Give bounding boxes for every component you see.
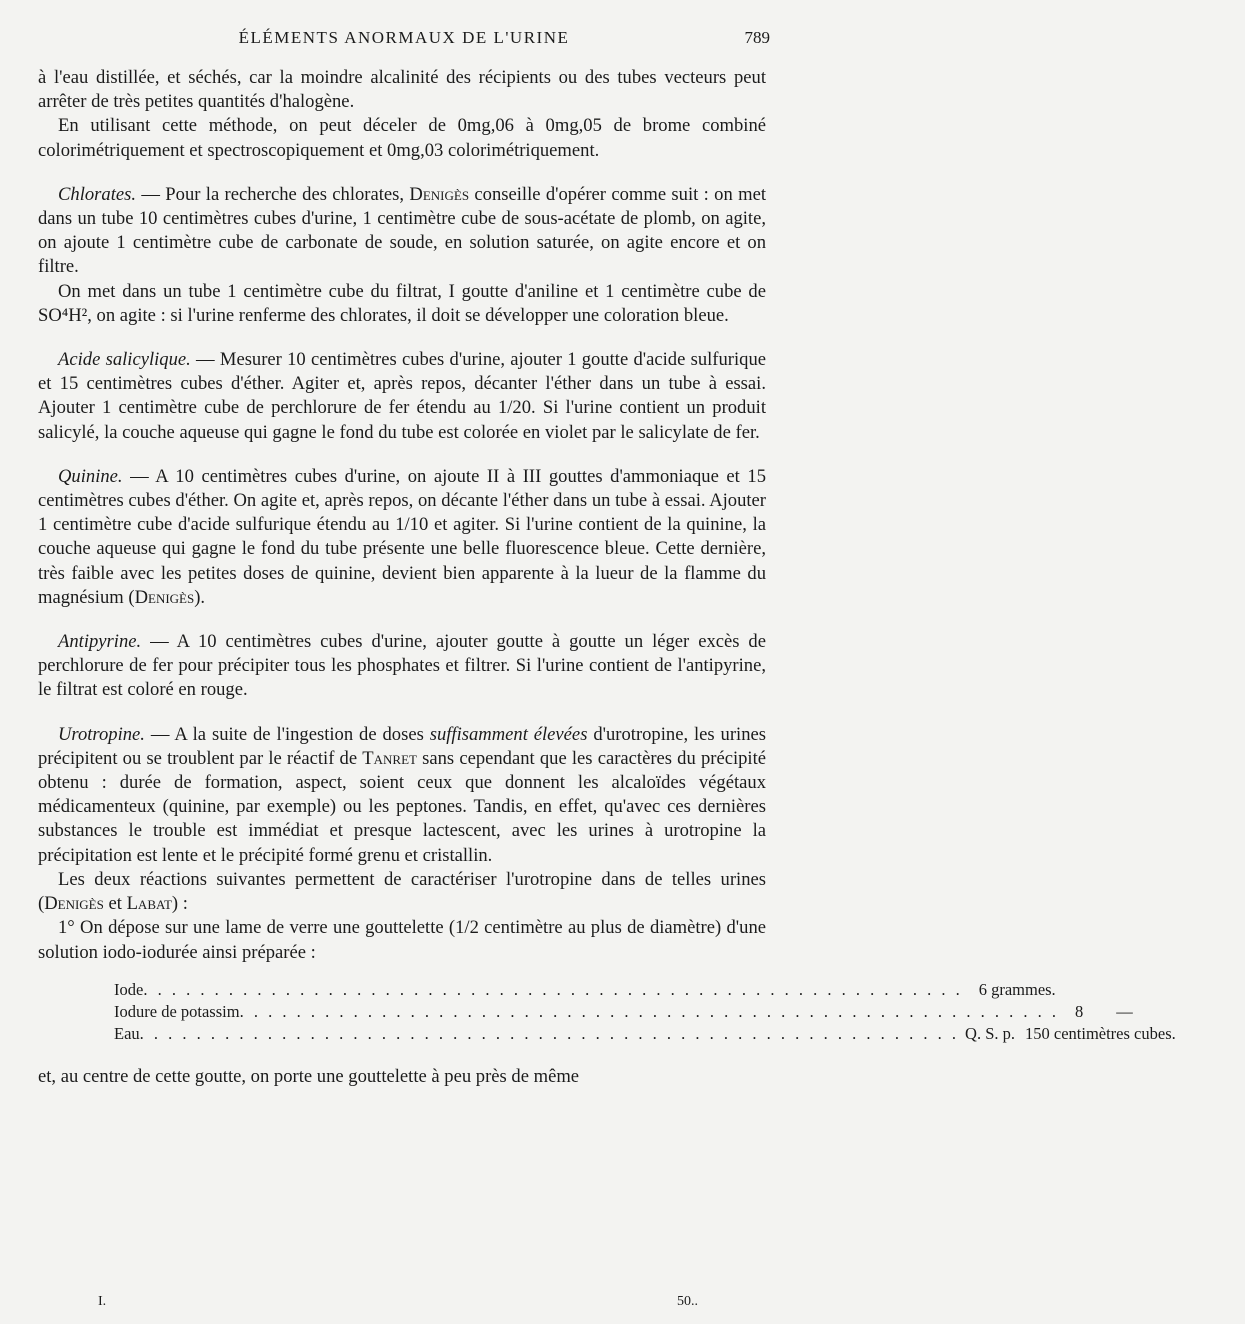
recipe-value: 150 centimètres cubes.	[1025, 1023, 1176, 1043]
signature-mark-right: 50..	[677, 1294, 698, 1309]
recipe-row	[114, 1001, 1133, 1023]
page-body	[38, 66, 1176, 1089]
dot-leader: . . . . . . . . . . . . . . . . . . . . . . . . . . . . . . . . . . . . . . . . . . . . . . . . . . . . . . . . . .	[239, 1001, 1059, 1021]
paragraph-brome: En utilisant cette méthode, on peut déceler de 0mg,06 à 0mg,05 de brome combiné colorimétriquement et spectroscopiquement et 0mg,03 colorimétriquement.	[38, 115, 766, 161]
author-deniges: Denigès	[44, 893, 104, 915]
paragraph-reactions: Les deux réactions suivantes permettent de caractériser l'urotropine dans de telles urines (Denigès et Labat) :	[38, 868, 766, 915]
paragraph-step-1: 1° On dépose sur une lame de verre une gouttelette (1/2 centimètre au plus de diamètre) d'une solution iodo-iodurée ainsi préparée :	[38, 917, 766, 963]
author-tanret: Tanret	[362, 747, 417, 769]
running-title: ÉLÉMENTS ANORMAUX DE L'URINE	[238, 28, 570, 47]
page-number: 789	[744, 28, 770, 47]
recipe-label: Iode	[114, 979, 144, 999]
author-deniges: Denigès	[134, 586, 195, 608]
heading-quinine: Quinine.	[58, 465, 123, 487]
dot-leader: . . . . . . . . . . . . . . . . . . . . . . . . . . . . . . . . . . . . . . . . . . . . . . . . . . . . . . . . . .	[139, 1023, 960, 1043]
heading-urotropine: Urotropine.	[58, 723, 145, 745]
paragraph-quinine: Quinine. — A 10 centimètres cubes d'urine, on ajoute II à III gouttes d'ammoniaque et 15 centimètres cubes d'éther. On agite et, après repos, on décante l'éther dans un tube à essai. Ajouter 1 centimètre cube d'acide sulfurique étendu au 1/10 et agiter. Si l'urine contient de la quinine, la couche aqueuse qui gagne le fond du tube présente une belle fluorescence bleue. Cette dernière, très faible avec les petites doses de quinine, devient bien apparente à la lueur de la flamme du magnésium (Denigès).	[38, 465, 766, 608]
heading-antipyrine: Antipyrine.	[58, 631, 142, 653]
dot-leader: . . . . . . . . . . . . . . . . . . . . . . . . . . . . . . . . . . . . . . . . . . . . . . . . . . . . . . . . . .	[143, 979, 963, 999]
recipe-label: Iodure de potassim	[114, 1001, 240, 1021]
recipe-row	[114, 1023, 1176, 1045]
running-header	[38, 28, 770, 54]
paragraph-urotropine: Urotropine. — A la suite de l'ingestion de doses suffisamment élevées d'urotropine, les urines précipitent ou se troublent par le réactif de Tanret sans cependant que les caractères du précipité obtenu : durée de formation, aspect, soient ceux que donnent les alcaloïdes végétaux médicamenteux (quinine, par exemple) ou les peptones. Tandis, en effet, qu'avec ces dernières substances le trouble est immédiat et presque lactescent, avec les urines à urotropine la précipitation est lente et le précipité formé grenu et cristallin.	[38, 723, 766, 866]
recipe-value: 6 grammes.	[978, 979, 1056, 999]
paragraph-antipyrine: Antipyrine. — A 10 centimètres cubes d'urine, ajouter goutte à goutte un léger excès de perchlorure de fer pour précipiter tous les phosphates et filtrer. Si l'urine contient de l'antipyrine, le filtrat est coloré en rouge.	[38, 631, 766, 701]
paragraph-chlorates-2: On met dans un tube 1 centimètre cube du filtrat, I goutte d'aniline et 1 centimètre cube de SO⁴H², on agite : si l'urine renferme des chlorates, il doit se développer une coloration bleue.	[38, 280, 766, 326]
paragraph-last: et, au centre de cette goutte, on porte une gouttelette à peu près de même	[38, 1065, 580, 1087]
heading-chlorates: Chlorates.	[58, 183, 136, 205]
heading-salicylique: Acide salicylique.	[58, 349, 191, 371]
signature-mark-left: I.	[98, 1294, 107, 1309]
recipe-qs: Q. S. p.	[965, 1023, 1015, 1043]
author-deniges: Denigès	[409, 183, 470, 205]
recipe-table	[114, 979, 1176, 1045]
paragraph-chlorates: Chlorates. — Pour la recherche des chlorates, Denigès conseille d'opérer comme suit : on met dans un tube 10 centimètres cubes d'urine, 1 centimètre cube de sous-acétate de plomb, on agite, on ajoute 1 centimètre cube de carbonate de soude, en solution saturée, on agite encore et on filtre.	[38, 183, 766, 278]
recipe-value: 8 —	[1074, 1001, 1133, 1021]
paragraph-salicylique: Acide salicylique. — Mesurer 10 centimètres cubes d'urine, ajouter 1 goutte d'acide sulfurique et 15 centimètres cubes d'éther. Agiter et, après repos, décanter l'éther dans un tube à essai. Ajouter 1 centimètre cube de perchlorure de fer étendu au 1/20. Si l'urine contient un produit salicylé, la couche aqueuse qui gagne le fond du tube est colorée en violet par le salicylate de fer.	[38, 349, 767, 443]
recipe-row	[114, 979, 1056, 1001]
recipe-label: Eau	[114, 1023, 140, 1043]
author-labat: Labat	[126, 893, 172, 915]
paragraph-continuation: à l'eau distillée, et séchés, car la moindre alcalinité des récipients ou des tubes vecteurs peut arrêter de très petites quantités d'halogène.	[38, 67, 766, 113]
